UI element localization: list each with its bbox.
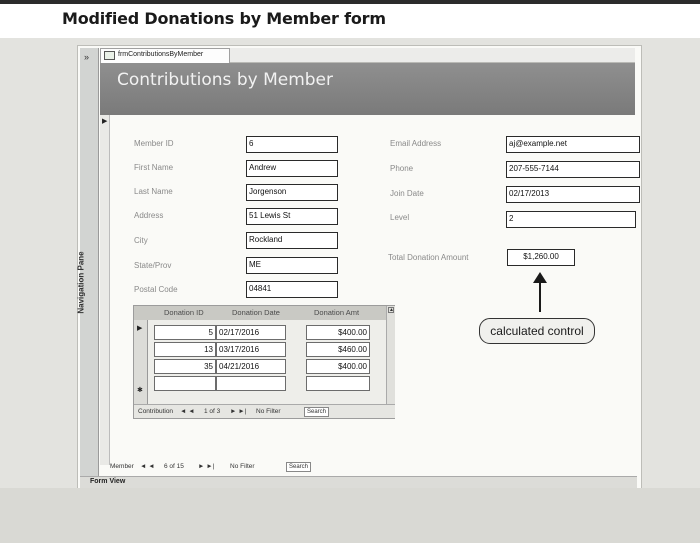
level-label: Level	[390, 213, 410, 222]
state-prov-label: State/Prov	[134, 261, 172, 270]
city-field[interactable]: Rockland	[246, 232, 338, 249]
last-name-field[interactable]: Jorgenson	[246, 184, 338, 201]
contributions-subform	[133, 305, 395, 419]
row3-donation-amt[interactable]: $400.00	[306, 359, 370, 374]
last-name-label: Last Name	[134, 187, 173, 196]
view-status: Form View	[90, 478, 126, 485]
total-donation-amount-label: Total Donation Amount	[388, 253, 469, 262]
postal-code-field[interactable]: 04841	[246, 281, 338, 298]
callout-arrow	[539, 280, 541, 312]
column-header-donation-id[interactable]: Donation ID	[164, 308, 204, 317]
city-label: City	[134, 236, 148, 245]
subform-record-selectors[interactable]	[134, 320, 148, 404]
email-address-label: Email Address	[390, 139, 442, 148]
scroll-up-icon[interactable]: ▲	[389, 307, 394, 313]
new-record-icon: ✱	[137, 387, 143, 394]
row3-donation-date[interactable]: 04/21/2016	[216, 359, 286, 374]
caption-stripe	[0, 0, 700, 4]
email-address-field[interactable]: aj@example.net	[506, 136, 640, 153]
current-row-arrow-icon: ▶	[137, 325, 143, 332]
form-filter-status[interactable]: No Filter	[230, 463, 255, 470]
row2-donation-date[interactable]: 03/17/2016	[216, 342, 286, 357]
state-prov-field[interactable]: ME	[246, 257, 338, 274]
caption-bar	[0, 0, 700, 38]
form-record-counter[interactable]: 6 of 15	[164, 463, 184, 470]
photo-bottom-area	[0, 488, 700, 543]
column-header-donation-date[interactable]: Donation Date	[232, 308, 280, 317]
subform-next-last-icon[interactable]: ► ►|	[230, 408, 247, 415]
subform-search-input[interactable]: Search	[304, 407, 329, 417]
subform-first-prev-icon[interactable]: ◄ ◄	[180, 408, 195, 415]
column-header-donation-amt[interactable]: Donation Amt	[314, 308, 360, 317]
member-id-field[interactable]: 6	[246, 136, 338, 153]
form-search-input[interactable]: Search	[286, 462, 311, 472]
form-title: Contributions by Member	[117, 70, 333, 90]
form-navigation-bar	[110, 461, 440, 473]
new-row-donation-amt[interactable]	[306, 376, 370, 391]
subform-scrollbar[interactable]	[386, 306, 395, 404]
first-name-label: First Name	[134, 163, 174, 172]
row1-donation-amt[interactable]: $400.00	[306, 325, 370, 340]
level-field[interactable]: 2	[506, 211, 636, 228]
subform-record-counter[interactable]: 1 of 3	[204, 408, 221, 415]
postal-code-label: Postal Code	[134, 285, 178, 294]
subform-nav-label: Contribution	[138, 408, 174, 415]
new-row-donation-date[interactable]	[216, 376, 286, 391]
member-id-label: Member ID	[134, 139, 174, 148]
current-record-arrow-icon: ▶	[102, 118, 108, 125]
document-tabs	[100, 48, 635, 63]
row2-donation-id[interactable]: 13	[154, 342, 216, 357]
calculated-control-callout: calculated control	[479, 318, 595, 344]
page-title: Modified Donations by Member form	[62, 9, 386, 28]
row1-donation-id[interactable]: 5	[154, 325, 216, 340]
phone-label: Phone	[390, 164, 414, 173]
subform-navigation-bar	[134, 404, 395, 418]
address-field[interactable]: 51 Lewis St	[246, 208, 338, 225]
form-first-prev-icon[interactable]: ◄ ◄	[140, 463, 155, 470]
form-nav-label: Member	[110, 463, 134, 470]
first-name-field[interactable]: Andrew	[246, 160, 338, 177]
form-header	[100, 63, 635, 115]
join-date-label: Join Date	[390, 189, 424, 198]
subform-header	[134, 306, 386, 320]
tab-label: frmContributionsByMember	[118, 51, 204, 58]
new-row-donation-id[interactable]	[154, 376, 216, 391]
form-next-last-icon[interactable]: ► ►|	[198, 463, 215, 470]
tab-frm-contributions-by-member[interactable]	[100, 48, 230, 63]
navigation-pane[interactable]	[76, 48, 99, 478]
join-date-field[interactable]: 02/17/2013	[506, 186, 640, 203]
record-selector[interactable]	[100, 115, 110, 465]
expand-chevron-icon[interactable]: »	[84, 52, 90, 62]
status-bar	[80, 476, 637, 488]
phone-field[interactable]: 207-555-7144	[506, 161, 640, 178]
row2-donation-amt[interactable]: $460.00	[306, 342, 370, 357]
address-label: Address	[134, 211, 164, 220]
total-donation-amount-field[interactable]: $1,260.00	[507, 249, 575, 266]
subform-filter-status[interactable]: No Filter	[256, 408, 281, 415]
navigation-pane-label: Navigation Pane	[76, 251, 86, 314]
row3-donation-id[interactable]: 35	[154, 359, 216, 374]
row1-donation-date[interactable]: 02/17/2016	[216, 325, 286, 340]
form-icon	[104, 51, 115, 60]
